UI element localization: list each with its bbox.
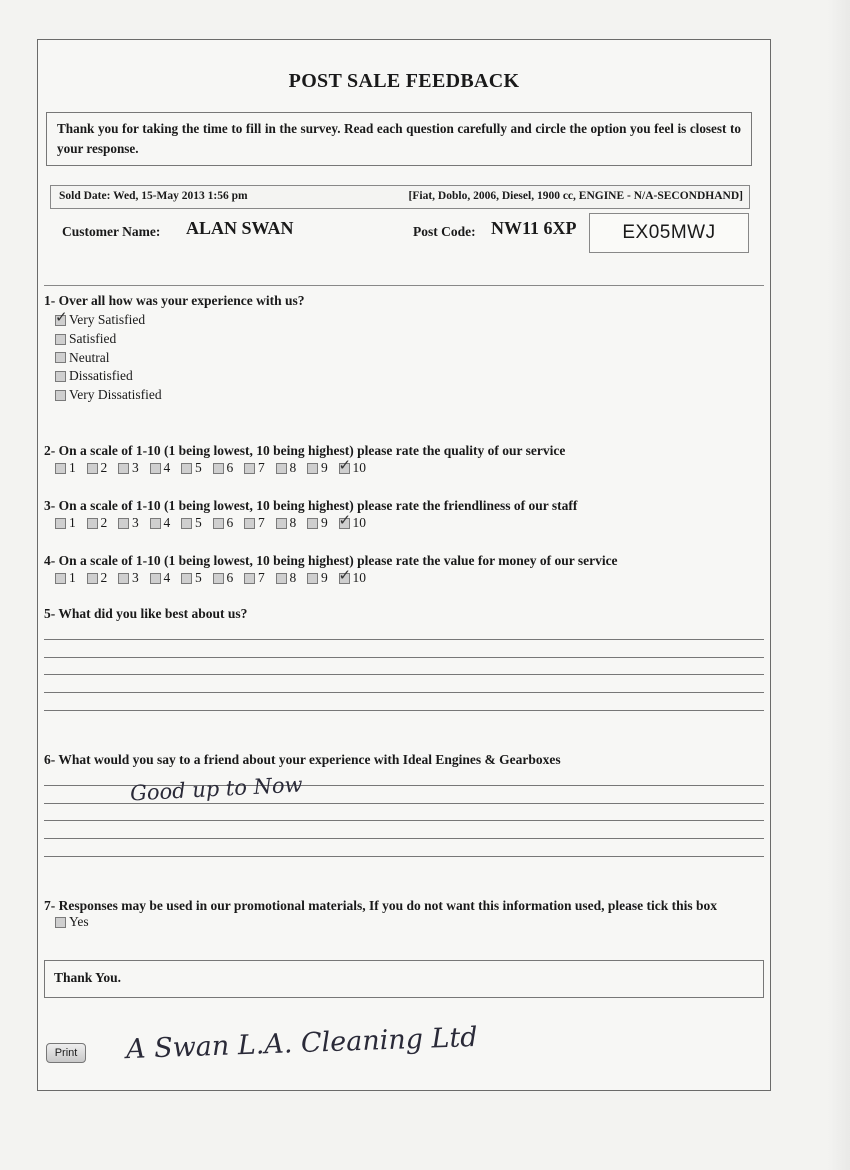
question-2: 2- On a scale of 1-10 (1 being lowest, 10 being highest) please rate the quality of our service — [44, 443, 566, 458]
q4-rating-4[interactable] — [150, 570, 182, 586]
rating-label: 9 — [321, 515, 328, 530]
rating-label: 1 — [69, 460, 76, 475]
q1-option-label: Satisfied — [69, 331, 117, 347]
q1-option-label: Very Dissatisfied — [69, 387, 162, 403]
checkbox-yes[interactable] — [55, 917, 66, 928]
question-6-handwritten-answer: Good up to Now — [129, 772, 304, 806]
rating-label: 5 — [195, 515, 202, 530]
customer-name-label: Customer Name: — [62, 224, 161, 239]
question-4-scale — [55, 570, 370, 586]
question-3-scale — [55, 515, 370, 531]
q2-rating-9[interactable] — [307, 460, 339, 476]
q4-rating-1[interactable] — [55, 570, 87, 586]
q3-checkbox-3[interactable] — [118, 518, 129, 529]
q1-checkbox-2[interactable] — [55, 334, 66, 345]
q3-rating-9[interactable] — [307, 515, 339, 531]
postcode-value: NW11 6XP — [491, 218, 577, 238]
q2-rating-7[interactable] — [244, 460, 276, 476]
q2-rating-2[interactable] — [87, 460, 119, 476]
q1-checkbox-1[interactable] — [55, 315, 66, 326]
q3-checkbox-10[interactable] — [339, 518, 350, 529]
q4-rating-2[interactable] — [87, 570, 119, 586]
q3-rating-7[interactable] — [244, 515, 276, 531]
rating-label: 8 — [289, 570, 297, 585]
vehicle-details: [Fiat, Doblo, 2006, Diesel, 1900 cc, ENGINE - N/A-SECONDHAND] — [408, 190, 743, 202]
rating-label: 3 — [132, 515, 139, 530]
q4-rating-3[interactable] — [118, 570, 150, 586]
rating-label: 2 — [100, 460, 108, 475]
q3-checkbox-9[interactable] — [307, 518, 318, 529]
question-2-scale — [55, 460, 370, 476]
rating-label: 10 — [352, 570, 366, 585]
q1-option-label: Dissatisfied — [69, 368, 133, 384]
question-1: 1- Over all how was your experience with us? — [44, 293, 305, 308]
rating-label: 7 — [258, 515, 265, 530]
q2-checkbox-1[interactable] — [55, 463, 66, 474]
q4-checkbox-7[interactable] — [244, 573, 255, 584]
q2-checkbox-4[interactable] — [150, 463, 161, 474]
q1-option-3[interactable] — [55, 348, 162, 367]
registration-box: EX05MWJ — [589, 213, 749, 253]
rating-label: 10 — [352, 515, 366, 530]
q3-rating-4[interactable] — [150, 515, 182, 531]
q1-option-4[interactable] — [55, 367, 162, 386]
q4-checkbox-5[interactable] — [181, 573, 192, 584]
q4-checkbox-2[interactable] — [87, 573, 98, 584]
q1-option-2[interactable] — [55, 330, 162, 349]
q1-option-label: Very Satisfied — [69, 312, 146, 328]
rating-label: 9 — [321, 570, 328, 585]
option-yes-label: Yes — [69, 914, 89, 930]
q4-rating-10[interactable] — [339, 570, 371, 586]
rating-label: 7 — [258, 570, 265, 585]
question-3: 3- On a scale of 1-10 (1 being lowest, 10 being highest) please rate the friendliness of our staff — [44, 498, 578, 513]
q2-checkbox-5[interactable] — [181, 463, 192, 474]
rating-label: 5 — [195, 570, 202, 585]
q3-checkbox-4[interactable] — [150, 518, 161, 529]
rating-label: 10 — [352, 460, 366, 475]
divider — [44, 285, 764, 286]
q3-rating-2[interactable] — [87, 515, 119, 531]
q3-rating-3[interactable] — [118, 515, 150, 531]
q3-checkbox-5[interactable] — [181, 518, 192, 529]
rating-label: 8 — [289, 515, 297, 530]
q2-checkbox-3[interactable] — [118, 463, 129, 474]
sale-details-row — [50, 185, 750, 209]
rating-label: 1 — [69, 570, 76, 585]
question-6: 6- What would you say to a friend about your experience with Ideal Engines & Gearboxes — [44, 752, 561, 767]
rating-label: 1 — [69, 515, 76, 530]
thank-you-box: Thank You. — [44, 960, 764, 998]
q2-checkbox-6[interactable] — [213, 463, 224, 474]
q1-checkbox-5[interactable] — [55, 390, 66, 401]
page-title: POST SALE FEEDBACK — [288, 70, 520, 92]
q3-checkbox-1[interactable] — [55, 518, 66, 529]
q4-checkbox-1[interactable] — [55, 573, 66, 584]
paper-edge — [828, 0, 850, 1170]
q2-checkbox-9[interactable] — [307, 463, 318, 474]
q2-checkbox-8[interactable] — [276, 463, 287, 474]
q3-checkbox-2[interactable] — [87, 518, 98, 529]
q2-rating-3[interactable] — [118, 460, 150, 476]
rating-label: 3 — [132, 460, 139, 475]
q3-rating-8[interactable] — [276, 515, 308, 531]
q3-rating-1[interactable] — [55, 515, 87, 531]
q1-checkbox-3[interactable] — [55, 352, 66, 363]
q2-rating-1[interactable] — [55, 460, 87, 476]
q1-option-label: Neutral — [69, 349, 110, 365]
rating-label: 4 — [163, 570, 171, 585]
rating-label: 6 — [226, 570, 234, 585]
q3-rating-5[interactable] — [181, 515, 213, 531]
q2-checkbox-7[interactable] — [244, 463, 255, 474]
q3-checkbox-6[interactable] — [213, 518, 224, 529]
q2-rating-8[interactable] — [276, 460, 308, 476]
q2-rating-6[interactable] — [213, 460, 245, 476]
rating-label: 4 — [163, 460, 171, 475]
feedback-form — [37, 39, 771, 1091]
rating-label: 9 — [321, 460, 328, 475]
question-1-options — [55, 311, 162, 404]
q4-rating-5[interactable] — [181, 570, 213, 586]
q4-checkbox-3[interactable] — [118, 573, 129, 584]
q2-rating-10[interactable] — [339, 460, 371, 476]
q2-checkbox-10[interactable] — [339, 463, 350, 474]
q1-option-1[interactable] — [55, 311, 162, 330]
q4-checkbox-4[interactable] — [150, 573, 161, 584]
rating-label: 2 — [100, 570, 108, 585]
postcode-label: Post Code: — [413, 224, 476, 239]
customer-row — [50, 211, 750, 256]
q4-checkbox-10[interactable] — [339, 573, 350, 584]
opt-yes[interactable] — [55, 913, 89, 932]
q1-checkbox-4[interactable] — [55, 371, 66, 382]
q2-rating-5[interactable] — [181, 460, 213, 476]
customer-name: ALAN SWAN — [186, 218, 294, 238]
rating-label: 3 — [132, 570, 139, 585]
rating-label: 4 — [163, 515, 171, 530]
print-button[interactable]: Print — [46, 1043, 86, 1063]
q4-checkbox-9[interactable] — [307, 573, 318, 584]
rating-label: 5 — [195, 460, 202, 475]
rating-label: 8 — [289, 460, 297, 475]
q2-rating-4[interactable] — [150, 460, 182, 476]
q3-rating-10[interactable] — [339, 515, 371, 531]
q1-option-5[interactable] — [55, 386, 162, 405]
rating-label: 6 — [226, 460, 234, 475]
rating-label: 6 — [226, 515, 234, 530]
signature: A Swan L.A. Cleaning Ltd — [125, 1021, 479, 1066]
q2-checkbox-2[interactable] — [87, 463, 98, 474]
question-7: 7- Responses may be used in our promotional materials, If you do not want this information used, please tick this box — [44, 898, 718, 913]
intro-text: Thank you for taking the time to fill in the survey. Read each question carefully and circle the option you feel is closest to your response. — [46, 112, 752, 166]
sold-date: Sold Date: Wed, 15-May 2013 1:56 pm — [59, 190, 248, 202]
rating-label: 2 — [100, 515, 108, 530]
q4-rating-6[interactable] — [213, 570, 245, 586]
q4-rating-9[interactable] — [307, 570, 339, 586]
question-5-answer-lines[interactable] — [44, 622, 764, 711]
q4-checkbox-6[interactable] — [213, 573, 224, 584]
question-5: 5- What did you like best about us? — [44, 606, 248, 621]
q4-rating-8[interactable] — [276, 570, 308, 586]
q3-checkbox-7[interactable] — [244, 518, 255, 529]
rating-label: 7 — [258, 460, 265, 475]
question-7-options — [55, 913, 89, 932]
question-4: 4- On a scale of 1-10 (1 being lowest, 10 being highest) please rate the value for money of our service — [44, 553, 618, 568]
q4-rating-7[interactable] — [244, 570, 276, 586]
q3-checkbox-8[interactable] — [276, 518, 287, 529]
q3-rating-6[interactable] — [213, 515, 245, 531]
q4-checkbox-8[interactable] — [276, 573, 287, 584]
